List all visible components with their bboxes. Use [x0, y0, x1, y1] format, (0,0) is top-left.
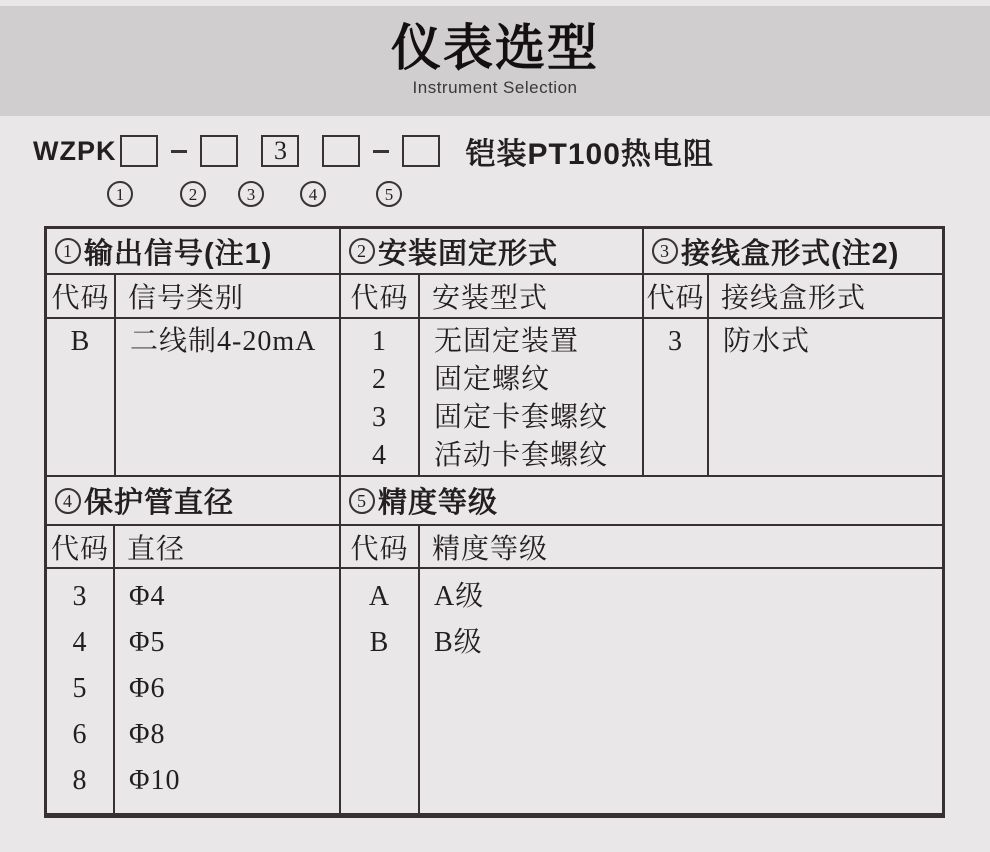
section-title-tube-diameter	[47, 477, 341, 526]
section-number-circle: 4	[55, 488, 81, 514]
section-title-label: 精度等级	[378, 487, 499, 519]
selection-table	[44, 226, 945, 818]
dash-separator-icon	[373, 150, 389, 153]
dash-separator-icon	[171, 150, 187, 153]
section-title-accuracy	[341, 477, 942, 526]
column-header-signal-type: 信号类别	[116, 275, 341, 319]
section-title-label: 保护管直径	[84, 487, 235, 519]
section-title-mounting	[341, 229, 644, 275]
model-code-line	[33, 133, 714, 169]
body-codes-output-signal	[47, 319, 116, 475]
table-top-half	[47, 229, 942, 475]
table-cell-value: 1	[372, 326, 387, 357]
table-cell-value: 6	[72, 719, 88, 750]
column-header-code: 代码	[341, 526, 420, 569]
table-cell-value: Φ8	[129, 719, 166, 750]
table-cell-value: A	[368, 581, 391, 612]
body-codes-accuracy	[341, 569, 420, 813]
body-labels-accuracy	[420, 569, 942, 813]
column-header-mounting-type: 安装型式	[420, 275, 644, 319]
model-code-box	[120, 135, 158, 167]
table-cell-value: 8	[72, 765, 88, 796]
table-cell-value: 4	[72, 627, 88, 658]
section-number-circle: 1	[55, 238, 81, 264]
table-cell-value: 3	[668, 326, 683, 357]
table-cell-value: 固定卡套螺纹	[434, 402, 609, 433]
body-labels-output-signal	[116, 319, 341, 475]
header-band	[0, 6, 990, 116]
model-code-suffix: 铠装PT100热电阻	[465, 138, 714, 171]
body-labels-tube-diameter	[115, 569, 341, 813]
table-cell-value: B	[70, 326, 91, 357]
table-cell-value: Φ5	[129, 627, 166, 658]
section-title-output-signal	[47, 229, 341, 275]
column-header-code: 代码	[341, 275, 420, 319]
body-labels-junction-box	[709, 319, 942, 475]
model-code-box	[322, 135, 360, 167]
column-header-diameter: 直径	[115, 526, 341, 569]
position-number-circle: 1	[107, 181, 133, 207]
section-title-label: 输出信号(注1)	[84, 237, 273, 270]
section-number-circle: 3	[652, 238, 678, 264]
column-header-accuracy-grade: 精度等级	[420, 526, 942, 569]
column-header-code: 代码	[47, 275, 116, 319]
body-codes-junction-box	[644, 319, 709, 475]
table-cell-value: Φ4	[129, 581, 166, 612]
body-codes-tube-diameter	[47, 569, 115, 813]
table-cell-value: 无固定装置	[434, 326, 580, 357]
column-header-code: 代码	[47, 526, 115, 569]
position-number-circle: 3	[238, 181, 264, 207]
table-cell-value: B级	[434, 627, 483, 658]
section-title-label: 安装固定形式	[378, 237, 559, 270]
table-cell-value: 3	[72, 581, 88, 612]
position-number-circle: 5	[376, 181, 402, 207]
table-cell-value: 3	[372, 402, 387, 433]
table-cell-value: 2	[372, 364, 387, 395]
model-code-prefix: WZPK	[33, 135, 117, 166]
section-number-circle: 2	[349, 238, 375, 264]
table-cell-value: Φ6	[129, 673, 166, 704]
column-header-junction-box-type: 接线盒形式	[709, 275, 942, 319]
page-title: 仪表选型	[391, 20, 599, 76]
position-number-circle: 4	[300, 181, 326, 207]
table-cell-value: A级	[434, 581, 485, 612]
table-cell-value: Φ10	[129, 765, 181, 796]
position-number-row	[33, 181, 402, 207]
table-cell-value: 固定螺纹	[434, 364, 551, 395]
table-cell-value: 4	[372, 440, 387, 471]
section-title-label: 接线盒形式(注2)	[681, 237, 900, 270]
table-cell-value: 防水式	[723, 326, 811, 357]
model-code-box	[402, 135, 440, 167]
model-code-box: 3	[261, 135, 299, 167]
page-subtitle: Instrument Selection	[412, 78, 578, 97]
column-header-code: 代码	[644, 275, 709, 319]
body-codes-mounting	[341, 319, 420, 475]
table-cell-value: 活动卡套螺纹	[434, 440, 609, 471]
section-title-junction-box	[644, 229, 942, 275]
table-cell-value: B	[369, 627, 390, 658]
table-cell-value: 5	[72, 673, 88, 704]
position-number-circle: 2	[180, 181, 206, 207]
section-number-circle: 5	[349, 488, 375, 514]
body-labels-mounting	[420, 319, 644, 475]
table-bottom-half	[47, 475, 942, 813]
model-code-box	[200, 135, 238, 167]
table-cell-value: 二线制4-20mA	[130, 326, 317, 357]
